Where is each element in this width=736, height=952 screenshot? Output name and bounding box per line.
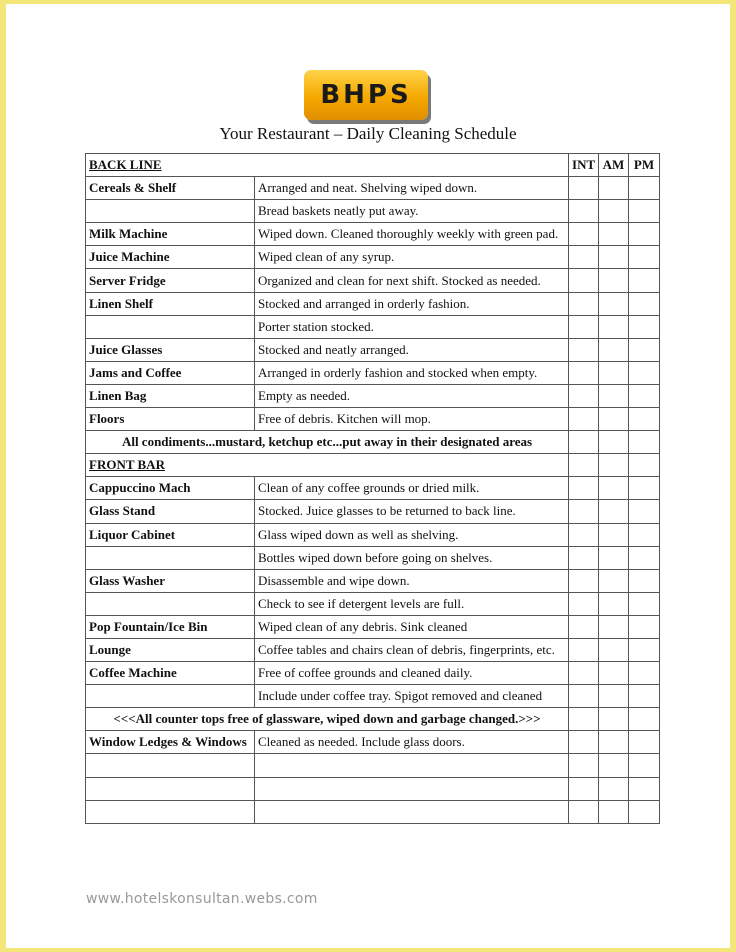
task-cell: Coffee tables and chairs clean of debris, fingerprints, etc. <box>255 638 569 661</box>
task-cell: Empty as needed. <box>255 384 569 407</box>
bhps-logo: BHPS <box>304 70 428 120</box>
table-row <box>86 246 660 269</box>
task-cell: Free of coffee grounds and cleaned daily. <box>255 662 569 685</box>
area-cell <box>86 777 255 800</box>
check-cell[interactable] <box>569 615 599 638</box>
area-cell: Juice Glasses <box>86 338 255 361</box>
area-cell: Cereals & Shelf <box>86 177 255 200</box>
check-cell[interactable] <box>629 615 660 638</box>
check-cell[interactable] <box>629 777 660 800</box>
area-cell: Glass Washer <box>86 569 255 592</box>
table-row <box>86 477 660 500</box>
check-cell[interactable] <box>569 315 599 338</box>
check-cell[interactable] <box>629 708 660 731</box>
check-cell[interactable] <box>569 269 599 292</box>
area-cell <box>86 200 255 223</box>
column-header-pm: PM <box>629 154 660 177</box>
area-cell: Window Ledges & Windows <box>86 731 255 754</box>
area-cell: Jams and Coffee <box>86 361 255 384</box>
table-row <box>86 800 660 823</box>
area-cell: Juice Machine <box>86 246 255 269</box>
table-row <box>86 569 660 592</box>
area-cell <box>86 546 255 569</box>
check-cell[interactable] <box>629 569 660 592</box>
check-cell[interactable] <box>599 200 629 223</box>
check-cell[interactable] <box>569 777 599 800</box>
area-cell <box>86 592 255 615</box>
task-cell: Disassemble and wipe down. <box>255 569 569 592</box>
check-cell[interactable] <box>599 223 629 246</box>
check-cell[interactable] <box>599 500 629 523</box>
area-cell <box>86 315 255 338</box>
check-cell[interactable] <box>629 408 660 431</box>
check-cell[interactable] <box>629 246 660 269</box>
note-row-text: <<<All counter tops free of glassware, wiped down and garbage changed.>>> <box>86 708 569 731</box>
check-cell[interactable] <box>569 338 599 361</box>
check-cell[interactable] <box>599 315 629 338</box>
task-cell: Bread baskets neatly put away. <box>255 200 569 223</box>
area-cell <box>86 754 255 777</box>
check-cell[interactable] <box>629 592 660 615</box>
table-row <box>86 592 660 615</box>
area-cell: Pop Fountain/Ice Bin <box>86 615 255 638</box>
area-cell: Linen Shelf <box>86 292 255 315</box>
task-cell: Arranged and neat. Shelving wiped down. <box>255 177 569 200</box>
table-row <box>86 662 660 685</box>
area-cell: Glass Stand <box>86 500 255 523</box>
check-cell[interactable] <box>629 177 660 200</box>
table-row <box>86 546 660 569</box>
check-cell[interactable] <box>569 200 599 223</box>
table-row <box>86 223 660 246</box>
check-cell[interactable] <box>629 477 660 500</box>
table-row <box>86 269 660 292</box>
table-row <box>86 454 660 477</box>
check-cell[interactable] <box>569 662 599 685</box>
check-cell[interactable] <box>599 708 629 731</box>
table-row <box>86 408 660 431</box>
check-cell[interactable] <box>629 638 660 661</box>
check-cell[interactable] <box>629 200 660 223</box>
check-cell[interactable] <box>629 338 660 361</box>
task-cell: Wiped clean of any syrup. <box>255 246 569 269</box>
check-cell[interactable] <box>599 338 629 361</box>
task-cell: Cleaned as needed. Include glass doors. <box>255 731 569 754</box>
check-cell[interactable] <box>629 662 660 685</box>
column-header-int: INT <box>569 154 599 177</box>
table-row <box>86 777 660 800</box>
check-cell[interactable] <box>599 177 629 200</box>
table-row <box>86 523 660 546</box>
table-row <box>86 615 660 638</box>
table-row <box>86 431 660 454</box>
check-cell[interactable] <box>599 638 629 661</box>
task-cell: Wiped clean of any debris. Sink cleaned <box>255 615 569 638</box>
task-cell: Stocked. Juice glasses to be returned to back line. <box>255 500 569 523</box>
check-cell[interactable] <box>629 384 660 407</box>
check-cell[interactable] <box>629 223 660 246</box>
area-cell: Server Fridge <box>86 269 255 292</box>
check-cell[interactable] <box>599 615 629 638</box>
task-cell: Clean of any coffee grounds or dried milk. <box>255 477 569 500</box>
table-row <box>86 731 660 754</box>
table-row <box>86 315 660 338</box>
table-row <box>86 338 660 361</box>
check-cell[interactable] <box>599 800 629 823</box>
area-cell: Lounge <box>86 638 255 661</box>
check-cell[interactable] <box>569 638 599 661</box>
table-row <box>86 754 660 777</box>
table-row <box>86 500 660 523</box>
check-cell[interactable] <box>599 292 629 315</box>
check-cell[interactable] <box>629 523 660 546</box>
task-cell <box>255 800 569 823</box>
check-cell[interactable] <box>599 361 629 384</box>
check-cell[interactable] <box>629 685 660 708</box>
task-cell: Organized and clean for next shift. Stocked as needed. <box>255 269 569 292</box>
task-cell <box>255 777 569 800</box>
check-cell[interactable] <box>569 384 599 407</box>
check-cell[interactable] <box>569 731 599 754</box>
check-cell[interactable] <box>599 384 629 407</box>
task-cell: Stocked and neatly arranged. <box>255 338 569 361</box>
check-cell[interactable] <box>629 454 660 477</box>
check-cell[interactable] <box>569 408 599 431</box>
check-cell[interactable] <box>599 685 629 708</box>
check-cell[interactable] <box>599 454 629 477</box>
task-cell: Check to see if detergent levels are full. <box>255 592 569 615</box>
table-row <box>86 292 660 315</box>
task-cell: Free of debris. Kitchen will mop. <box>255 408 569 431</box>
check-cell[interactable] <box>569 685 599 708</box>
check-cell[interactable] <box>599 546 629 569</box>
check-cell[interactable] <box>599 269 629 292</box>
check-cell[interactable] <box>629 754 660 777</box>
check-cell[interactable] <box>599 731 629 754</box>
section-heading: BACK LINE <box>86 154 569 177</box>
task-cell: Include under coffee tray. Spigot removed and cleaned <box>255 685 569 708</box>
section-heading: FRONT BAR <box>86 454 569 477</box>
cleaning-schedule-table <box>85 153 660 824</box>
check-cell[interactable] <box>629 431 660 454</box>
check-cell[interactable] <box>569 754 599 777</box>
check-cell[interactable] <box>629 546 660 569</box>
footer-url: www.hotelskonsultan.webs.com <box>86 891 318 907</box>
table-row <box>86 154 660 177</box>
check-cell[interactable] <box>599 754 629 777</box>
check-cell[interactable] <box>569 454 599 477</box>
check-cell[interactable] <box>569 477 599 500</box>
check-cell[interactable] <box>599 477 629 500</box>
check-cell[interactable] <box>599 777 629 800</box>
check-cell[interactable] <box>569 361 599 384</box>
check-cell[interactable] <box>569 223 599 246</box>
check-cell[interactable] <box>599 246 629 269</box>
table-row <box>86 177 660 200</box>
check-cell[interactable] <box>569 292 599 315</box>
check-cell[interactable] <box>629 361 660 384</box>
check-cell[interactable] <box>629 315 660 338</box>
check-cell[interactable] <box>569 708 599 731</box>
table-row <box>86 384 660 407</box>
task-cell: Wiped down. Cleaned thoroughly weekly with green pad. <box>255 223 569 246</box>
table-row <box>86 361 660 384</box>
check-cell[interactable] <box>569 246 599 269</box>
check-cell[interactable] <box>599 592 629 615</box>
page-title: Your Restaurant – Daily Cleaning Schedule <box>219 124 517 143</box>
check-cell[interactable] <box>599 662 629 685</box>
task-cell <box>255 754 569 777</box>
check-cell[interactable] <box>569 800 599 823</box>
check-cell[interactable] <box>629 731 660 754</box>
area-cell: Linen Bag <box>86 384 255 407</box>
note-row-text: All condiments...mustard, ketchup etc...put away in their designated areas <box>86 431 569 454</box>
check-cell[interactable] <box>629 269 660 292</box>
table-row <box>86 200 660 223</box>
check-cell[interactable] <box>599 523 629 546</box>
check-cell[interactable] <box>569 177 599 200</box>
check-cell[interactable] <box>599 408 629 431</box>
area-cell: Floors <box>86 408 255 431</box>
task-cell: Bottles wiped down before going on shelves. <box>255 546 569 569</box>
table-row <box>86 708 660 731</box>
area-cell <box>86 800 255 823</box>
task-cell: Stocked and arranged in orderly fashion. <box>255 292 569 315</box>
check-cell[interactable] <box>569 546 599 569</box>
check-cell[interactable] <box>569 523 599 546</box>
check-cell[interactable] <box>569 431 599 454</box>
check-cell[interactable] <box>599 569 629 592</box>
area-cell: Milk Machine <box>86 223 255 246</box>
table-row <box>86 685 660 708</box>
task-cell: Arranged in orderly fashion and stocked when empty. <box>255 361 569 384</box>
area-cell: Liquor Cabinet <box>86 523 255 546</box>
check-cell[interactable] <box>569 569 599 592</box>
column-header-am: AM <box>599 154 629 177</box>
table-row <box>86 638 660 661</box>
task-cell: Porter station stocked. <box>255 315 569 338</box>
area-cell: Cappuccino Mach <box>86 477 255 500</box>
task-cell: Glass wiped down as well as shelving. <box>255 523 569 546</box>
check-cell[interactable] <box>569 592 599 615</box>
check-cell[interactable] <box>599 431 629 454</box>
area-cell: Coffee Machine <box>86 662 255 685</box>
check-cell[interactable] <box>629 800 660 823</box>
area-cell <box>86 685 255 708</box>
check-cell[interactable] <box>569 500 599 523</box>
check-cell[interactable] <box>629 500 660 523</box>
check-cell[interactable] <box>629 292 660 315</box>
